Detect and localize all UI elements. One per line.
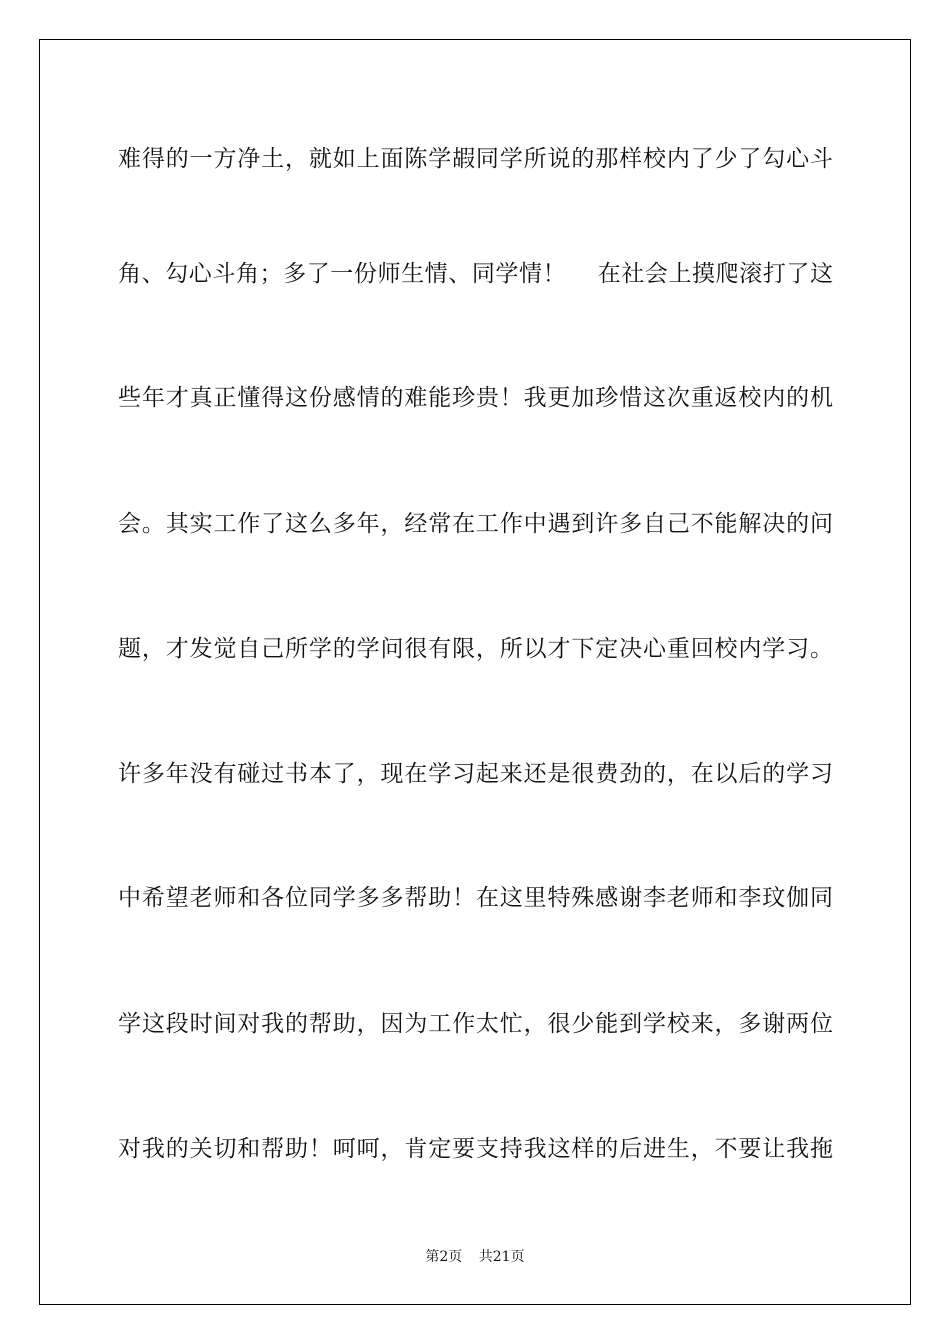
page-footer [0, 1246, 950, 1266]
body-text-line: 题，才发觉自己所学的学问很有限，所以才下定决心重回校内学习。 [118, 636, 833, 662]
body-text-line: 会。其实工作了这么多年，经常在工作中遇到许多自己不能解决的问 [118, 511, 833, 537]
body-text-line: 难得的一方净土，就如上面陈学嘏同学所说的那样校内了少了勾心斗 [118, 146, 833, 172]
body-text-line: 中希望老师和各位同学多多帮助！在这里特殊感谢李老师和李玟伽同 [118, 885, 833, 911]
page-number: 第2页 [425, 1249, 463, 1265]
body-text-line: 许多年没有碰过书本了，现在学习起来还是很费劲的，在以后的学习 [118, 761, 833, 787]
page-border [39, 39, 911, 1305]
body-text-line: 学这段时间对我的帮助，因为工作太忙，很少能到学校来，多谢两位 [118, 1011, 833, 1037]
total-pages: 共21页 [478, 1249, 525, 1265]
body-text-line: 些年才真正懂得这份感情的难能珍贵！我更加珍惜这次重返校内的机 [118, 385, 833, 411]
body-text-line: 角、勾心斗角；多了一份师生情、同学情！ 在社会上摸爬滚打了这 [118, 261, 833, 287]
body-text-line: 对我的关切和帮助！呵呵，肯定要支持我这样的后进生，不要让我拖 [118, 1136, 833, 1162]
